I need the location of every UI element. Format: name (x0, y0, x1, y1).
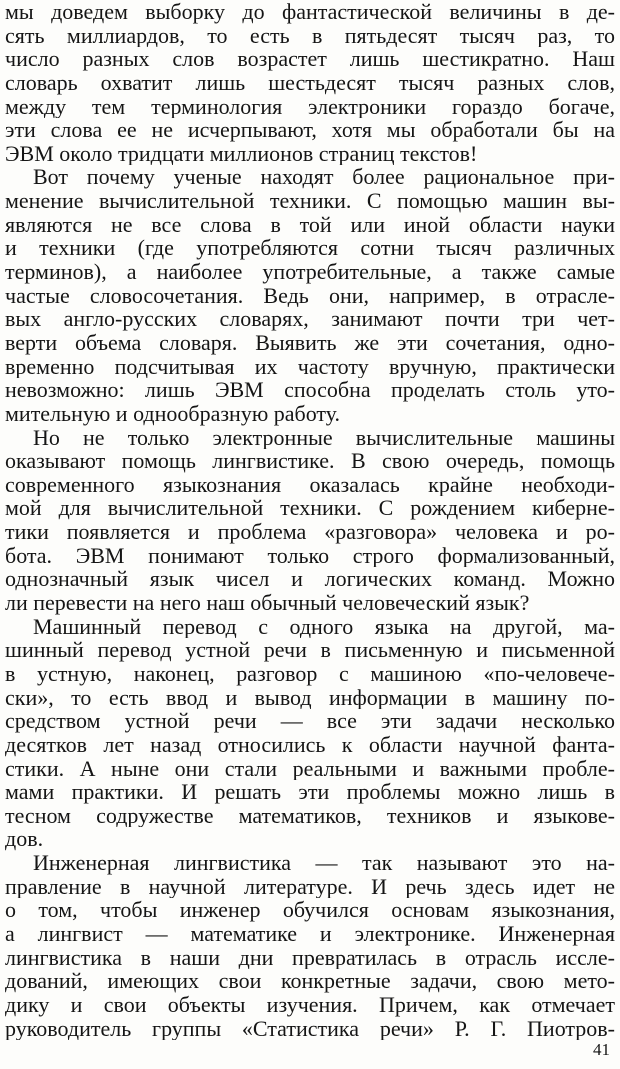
text-line: мой для вычислительной техники. С рождением киберне- (5, 496, 615, 521)
paragraph-2 (5, 165, 615, 425)
text-line: между тем терминология электроники гораздо богаче, (5, 94, 615, 119)
text-column (5, 0, 615, 1040)
text-line: ски», то есть ввод и вывод информации в машину по- (5, 685, 615, 710)
text-line: частые словосочетания. Ведь они, например, в отрасле- (5, 283, 615, 308)
text-line: стики. А ныне они стали реальными и важными пробле- (5, 756, 615, 781)
text-line: терминов), а наиболее употребительные, а также самые (5, 260, 615, 284)
text-line: число разных слов возрастет лишь шестикратно. Наш (5, 47, 615, 71)
text-line: верти объема словаря. Выявить же эти сочетания, одно- (5, 330, 615, 355)
text-line: тики появляется и проблема «разговора» человека и ро- (5, 520, 615, 544)
text-line: дований, имеющих свои конкретные задачи, свою мето- (5, 969, 615, 993)
text-line: средством устной речи — все эти задачи несколько (5, 709, 615, 733)
text-line: вых англо-русских словарях, занимают почти три чет- (5, 307, 615, 331)
text-line: дов. (5, 827, 44, 852)
text-line: ли перевести на него наш обычный человеческий язык? (5, 591, 530, 615)
text-line: мы доведем выборку до фантастической величины в де- (5, 0, 615, 24)
text-line: бота. ЭВМ понимают только строго формализованный, (5, 543, 615, 568)
text-line: временно подсчитывая их частоту вручную, практически (5, 354, 615, 379)
text-line: в устную, наконец, разговор с машиною «по-человече- (5, 661, 615, 686)
text-line: ЭВМ около тридцати миллионов страниц текстов! (5, 141, 478, 166)
text-line: являются не все слова в той или иной области науки (5, 212, 615, 237)
text-line: лингвистика в наши дни превратилась в отрасль иссле- (5, 945, 615, 970)
text-line: сять миллиардов, то есть в пятьдесят тысяч раз, то (5, 23, 615, 48)
text-line: дику и свои объекты изучения. Причем, как отмечает (5, 992, 615, 1017)
paragraph-5 (5, 851, 615, 1040)
text-line: Машинный перевод с одного языка на другой, ма- (33, 614, 615, 639)
text-line: мительную и однообразную работу. (5, 401, 341, 426)
text-line: и техники (где употребляются сотни тысяч различных (5, 236, 615, 261)
text-line: шинный перевод устной речи в письменную и письменной (5, 638, 615, 662)
text-line: о том, чтобы инженер обучился основам языкознания, (5, 898, 615, 922)
text-line: правление в научной литературе. И речь здесь идет не (5, 874, 615, 899)
text-line: мами практики. И решать эти проблемы можно лишь в (5, 780, 615, 804)
text-line: а лингвист — математике и электронике. Инженерная (5, 921, 615, 946)
text-line: Вот почему ученые находят более рациональное при- (33, 165, 615, 190)
text-line: Но не только электронные вычислительные машины (33, 425, 615, 450)
text-line: тесном содружестве математиков, техников и языкове- (5, 803, 615, 828)
paragraph-3 (5, 426, 615, 615)
text-line: руководитель группы «Статистика речи» Р. Г. Пиотров- (5, 1016, 615, 1041)
text-line: невозможно: лишь ЭВМ способна проделать столь уто- (5, 378, 615, 402)
text-line: современного языкознания оказалась крайне необходи- (5, 472, 615, 497)
text-line: Инженерная лингвистика — так называют это на- (33, 851, 615, 875)
text-line: словарь охватит лишь шестьдесят тысяч разных слов, (5, 70, 615, 95)
text-line: десятков лет назад относились к области научной фанта- (5, 732, 615, 757)
paragraph-4 (5, 615, 615, 851)
text-line: оказывают помощь лингвистике. В свою очередь, помощь (5, 449, 615, 473)
text-line: менение вычислительной техники. С помощью машин вы- (5, 189, 615, 213)
text-line: однозначный язык чисел и логических команд. Можно (5, 567, 615, 592)
paragraph-1 (5, 0, 615, 165)
page-number: 41 (593, 1040, 610, 1059)
text-line: эти слова ее не исчерпывают, хотя мы обработали бы на (5, 118, 615, 142)
